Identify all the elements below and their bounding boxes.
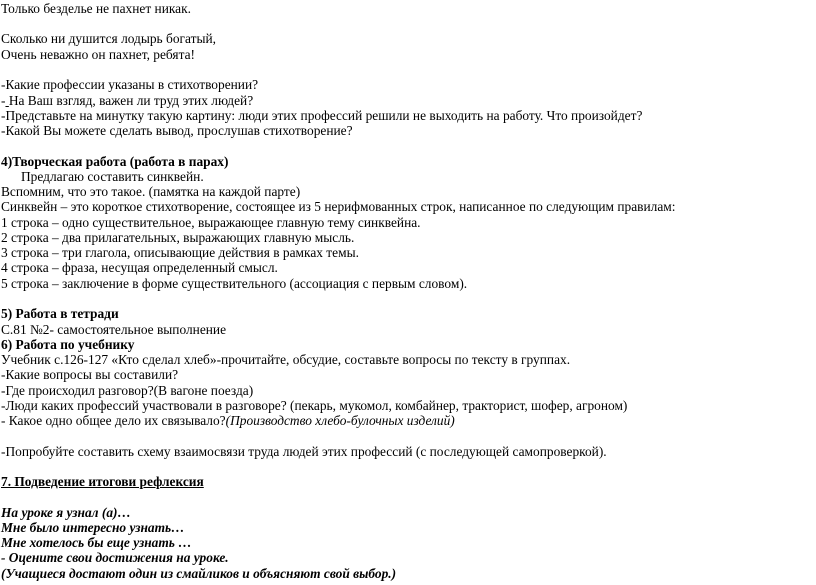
section-4-heading: 4)Творческая работа (работа в парах) (1, 154, 229, 169)
section-6-answer-5: (Производство хлебо-булочных изделий) (225, 413, 455, 428)
question-2 (1, 93, 253, 109)
section-4-line-8: 5 строка – заключение в форме существительного (ассоциация с первым словом). (1, 276, 468, 291)
section-4-line-1: Предлагаю составить синквейн. (21, 169, 204, 184)
section-4-line-6: 3 строка – три глагола, описывающие действия в рамках темы. (1, 245, 359, 260)
section-6-line-6: -Попробуйте составить схему взаимосвязи труда людей этих профессий (с последующей самопроверкой). (1, 444, 607, 459)
section-6-heading: 6) Работа по учебнику (1, 337, 135, 352)
section-4-line-5: 2 строка – два прилагательных, выражающих главную мысль. (1, 230, 355, 245)
question-2-text: На Ваш взгляд, важен ли труд этих людей? (8, 93, 254, 108)
question-1: -Какие профессии указаны в стихотворении? (1, 77, 259, 92)
section-4-line-2: Вспомним, что это такое. (памятка на каждой парте) (1, 184, 301, 199)
reflection-line-5: (Учащиеся достают один из смайликов и объясняют свой выбор.) (1, 566, 397, 581)
section-6-line-5 (1, 413, 455, 429)
reflection-line-1: На уроке я узнал (а)… (1, 505, 131, 520)
section-6-answer-3: (В вагоне поезда) (153, 383, 254, 398)
poem-line-2: Сколько ни душится лодырь богатый, (1, 31, 216, 46)
question-2-dash: - (1, 93, 6, 108)
section-6-line-1: Учебник с.126-127 «Кто сделал хлеб»-прочитайте, обсудие, составьте вопросы по тексту в группах. (1, 352, 571, 367)
section-6-question-3: -Где происходил разговор? (1, 383, 154, 398)
poem-line-3: Очень неважно он пахнет, ребята! (1, 47, 195, 62)
section-4-line-7: 4 строка – фраза, несущая определенный смысл. (1, 260, 278, 275)
section-6-line-3 (1, 383, 253, 399)
reflection-line-4: - Оцените свои достижения на уроке. (1, 550, 229, 565)
question-3: -Представьте на минутку такую картину: люди этих профессий решили не выходить на работу. Что произойдет? (1, 108, 643, 123)
poem-line-1: Только безделье не пахнет никак. (1, 1, 191, 16)
section-6-line-2: -Какие вопросы вы составили? (1, 367, 179, 382)
reflection-line-2: Мне было интересно узнать… (1, 520, 185, 535)
section-4-line-3: Синквейн – это короткое стихотворение, состоящее из 5 нерифмованных строк, написанное по следующим правилам: (1, 199, 676, 214)
question-4: -Какой Вы можете сделать вывод, прослушав стихотворение? (1, 123, 353, 138)
section-6-line-4: -Люди каких профессий участвовали в разговоре? (пекарь, мукомол, комбайнер, тракторист, шофер, агроном) (1, 398, 628, 413)
section-7-heading: 7. Подведение итогови рефлексия (1, 474, 204, 489)
section-4-line-4: 1 строка – одно существительное, выражающее главную тему синквейна. (1, 215, 421, 230)
section-6-question-5: - Какое одно общее дело их связывало? (1, 413, 226, 428)
section-5-heading: 5) Работа в тетради (1, 306, 119, 321)
section-5-line-1: С.81 №2- самостоятельное выполнение (1, 322, 227, 337)
reflection-line-3: Мне хотелось бы еще узнать … (1, 535, 192, 550)
